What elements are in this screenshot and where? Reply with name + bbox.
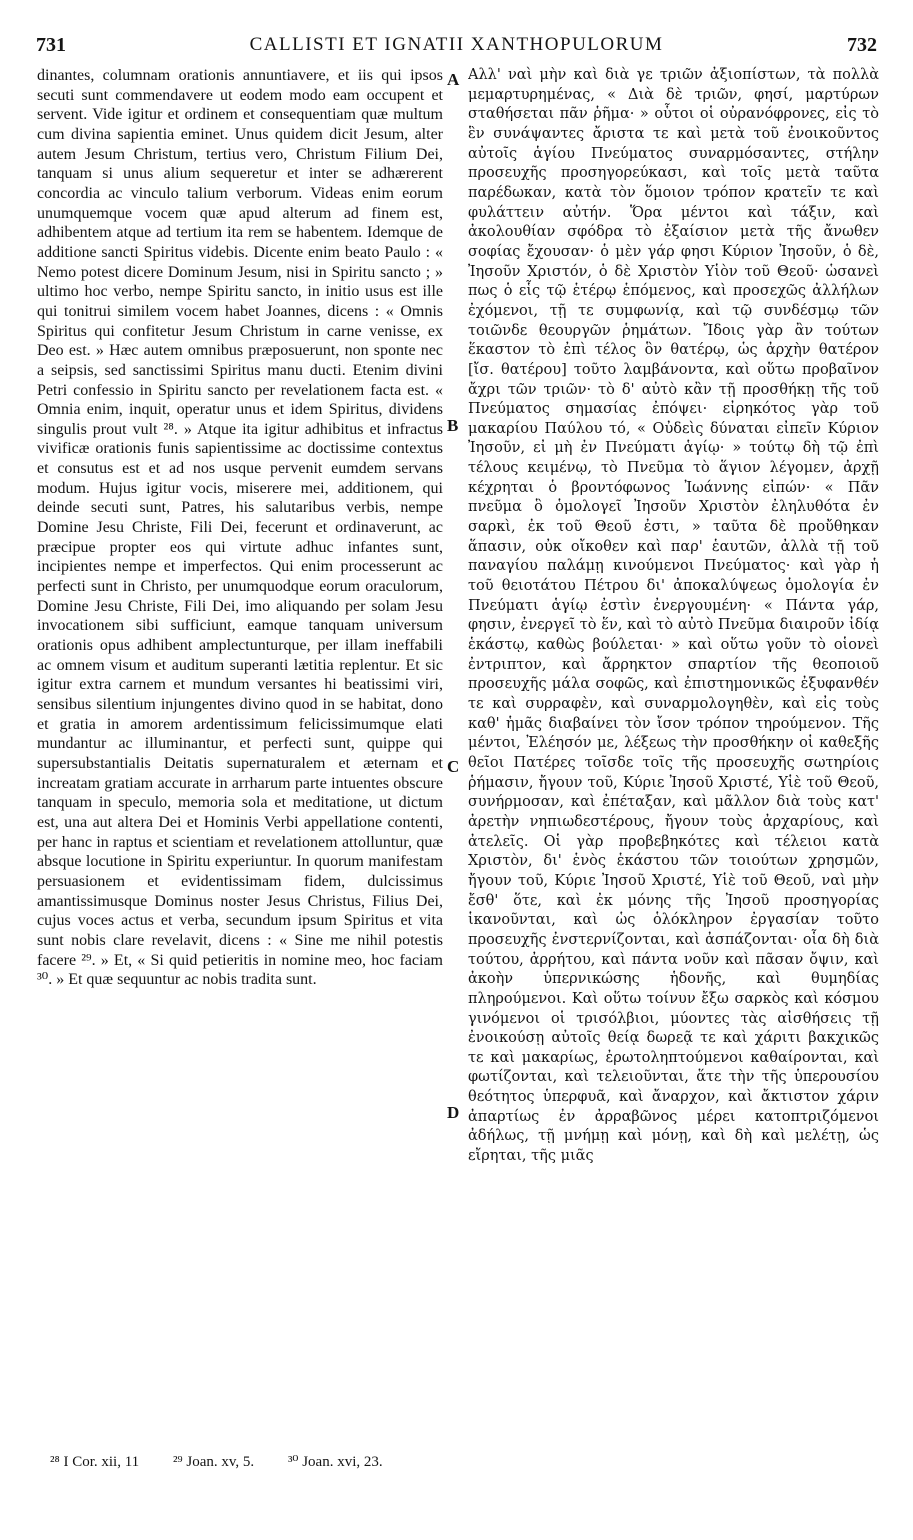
- footnote-30: ³⁰ Joan. xvi, 23.: [287, 1454, 383, 1470]
- footnote-29: ²⁹ Joan. xv, 5.: [172, 1454, 255, 1470]
- footnote-28: ²⁸ I Cor. xii, 11: [50, 1454, 140, 1470]
- page-number-right: 732: [847, 34, 877, 56]
- margin-marker-d: D: [447, 1103, 460, 1122]
- latin-column: [37, 66, 443, 1442]
- margin-marker-b: B: [447, 416, 459, 435]
- greek-text: Αλλ' ναὶ μὴν καὶ διὰ γε τριῶν ἀξιοπίστων, τὰ πολλὰ μεμαρτυρημένας, « Διὰ δὲ τριῶν, φησί, μαρτύρων σταθήσεται πᾶν ῥῆμα· » οὗτοι οἱ οὐρανόφρονες, εἰς τὸ ἓν συνάψαντες ἄριστα τε καὶ μετὰ τοῦ ἐνοικοῦντος αὐτοῖς ἁγίου Πνεύματος συναρμόσαντες, στήλην προσευχῆς προσηγορεύκασι, καὶ τοῖς μετὰ ταῦτα παρέδωκαν, κατὰ τὸν ὅμοιον τρόπον κρατεῖν τε καὶ φυλάττειν αὐτήν. Ὅρα μέντοι καὶ τάξιν, καὶ ἀκολουθίαν σφόδρα τὸ ἐξαίσιον μετὰ τῆς ἄνωθεν σοφίας ἔχουσαν· ὁ μὲν γάρ φησι Κύριον Ἰησοῦν, ὁ δὲ, Ἰησοῦν Χριστόν, ὁ δὲ Χριστὸν Υἱὸν τοῦ Θεοῦ· ὡσανεὶ πως ὁ εἷς τῷ ἑτέρῳ ἑπόμενος, καὶ προσεχῶς ἀλλήλων ἐχόμενοι, τῇ τε συμφωνίᾳ, καὶ τῷ συνδέσμῳ τῶν τοιῶνδε θεουργῶν ῥημάτων. Ἴδοις γὰρ ἂν τούτων ἕκαστον τὸ ἐπὶ τέλος ὃν θατέρῳ, ὡς ἀρχὴν θατέρον [ἴσ. θατέρου] τοῦτο λαμβάνοντα, καὶ οὕτω προβαῖνον ἄχρι τῶν τριῶν· τὸ δ' αὐτὸ κἂν τῇ προσθήκῃ τῆς τοῦ Πνεύματος σημασίας ἐπόψει· εἰρηκότος γὰρ τοῦ μακαρίου Παύλου τό, « Οὐδεὶς δύναται εἰπεῖν Κύριον Ἰησοῦν, εἰ μὴ ἐν Πνεύματι ἁγίῳ· » τούτῳ δὴ τῷ ἐπὶ τέλους κειμένῳ, τὸ Πνεῦμα τὸ ἅγιον λέγομεν, ἀρχῇ κέχρηται ὁ βροντόφωνος Ἰωάννης εἰπών· « Πᾶν πνεῦμα ὃ ὁμολογεῖ Ἰησοῦν Χριστὸν ἐληλυθότα ἐν σαρκὶ, ἐκ τοῦ Θεοῦ ἐστι, » ταῦτα δὲ προὔθηκαν ἅπασιν, οὐκ οἴκοθεν καὶ παρ' ἑαυτῶν, ἀλλὰ τῇ τοῦ παναγίου παλάμῃ κινούμενοι Πνεύματος· καὶ γὰρ ἡ τοῦ θειοτάτου Πέτρου δι' ἀποκαλύψεως ὁμολογία ἐν Πνεύματι ἁγίῳ ἐστὶν ἐνεργουμένη· « Πάντα γάρ, φησιν, ἐνεργεῖ τὸ ἕν, καὶ τὸ αὐτὸ Πνεῦμα διαιροῦν ἰδίᾳ ἑκάστῳ, καθὼς βούλεται· » καὶ οὕτω γοῦν τὸ οἱονεὶ ἐντριπτον, καὶ ἄρρηκτον σπαρτίον τῆς θεοποιοῦ προσευχῆς μάλα σοφῶς, καὶ ἐπιστημονικῶς ἐξυφανθέν τε καὶ συρραφὲν, καὶ συναρμολογηθὲν, καὶ εἰς τοὺς καθ' ἡμᾶς διαβαίνει τὸν ἴσον τρόπον τηρούμενον. Τῆς μέντοι, Ἐλέησόν με, λέξεως τὴν προσθήκην οἱ καθεξῆς θεῖοι Πατέρες τοῖσδε τοῖς τῆς προσευχῆς σωτηρίοις ῥήμασιν, ἤγουν τοῦ, Κύριε Ἰησοῦ Χριστέ, Υἱὲ τοῦ Θεοῦ, συνήρμοσαν, καὶ ἐπέταξαν, καὶ μᾶλλον διὰ τοὺς κατ' ἀρετὴν νηπιωδεστέρους, ἤγουν τοὺς ἀρχαρίους, καὶ ἀτελεῖς. Οἱ γὰρ προβεβηκότες καὶ τέλειοι κατὰ Χριστὸν, δι' ἑνὸς ἑκάστου τῶν τοιούτων χρησμῶν, ἤγουν τοῦ, Κύριε Ἰησοῦ Χριστέ, Υἱὲ τοῦ Θεοῦ, ναὶ μὴν ἔσθ' ὅτε, καὶ ἐκ μόνης τῆς Ἰησοῦ προσηγορίας ἱκανοῦνται, καὶ ὡς ὁλόκληρον ἐργασίαν τοῦτο προσευχῆς ἐνστερνίζονται, καὶ ἀσπάζονται· οἷα δὴ διὰ τούτου, ἀρρήτου, καὶ πάντα νοῦν καὶ πᾶσαν ὄψιν, καὶ ἀκοὴν ὑπερνικώσης ἡδονῆς, καὶ θυμηδίας πληρούμενοι. Καὶ οὕτω τοίνυν ἔξω σαρκὸς καὶ κόσμου γινόμενοι οἱ τρισόλβιοι, μύοντες τὰς αἰσθήσεις τῇ ἐνοικούσῃ αὐτοῖς θείᾳ δωρεᾷ τε καὶ χάριτι βακχικῶς τε καὶ μακαρίως, ἐρωτοληπτούμενοι καθαίρονται, καὶ φωτίζονται, καὶ τελειοῦνται, ἅτε τὴν τῆς ὑπερουσίου θεότητος ὑπερφυᾶ, καὶ ἄναρχον, καὶ ἄκτιστον χάριν ἀπαρτίως ἐν ἀρραβῶνος μέρει κατοπτριζόμενοι ἀδήλως, τῇ μνήμῃ καὶ μόνῃ, καὶ δὴ καὶ μελέτῃ, ὡς εἴρηται, τῆς μιᾶς: [468, 67, 879, 1165]
- page-number-left: 731: [36, 34, 66, 56]
- running-head: [28, 34, 885, 58]
- running-title: CALLISTI ET IGNATII XANTHOPULORUM: [249, 34, 664, 55]
- footnotes: [50, 1452, 413, 1471]
- latin-text: dinantes, columnam orationis annuntiavere, et iis qui ipsos secuti sunt commendavere ut eodem modo eam occupent et servent. Vide igitur et ordinem et consequentiam quæ multum cum divina sapientia eminet. Unus quidem dicit Jesum, alter autem Jesum Christum, tertius vero, Christum Filium Dei, tanquam si unus alium sequeretur et inter se adhærerent concordia ac vinculo talium verborum. Videas enim eorum unumquemque vocem quæ apud alterum ad finem est, adhibentem atque ad tertium ita rem se habentem. Idemque de additione sancti Spiritus videbis. Dicente enim beato Paulo : « Nemo potest dicere Dominum Jesum, nisi in Spiritu sancto ; » ultimo hoc verbo, nempe Spiritu sancto, in initio usus est ille qui tonitrui similem vocem habet Joannes, dicens : « Omnis Spiritus qui confitetur Jesum Christum in carne venisse, ex Deo est. » Hæc autem omnibus præposuerunt, non sponte nec a seipsis, sed sanctissimi Spiritus manu ducti. Etenim divini Petri confessio in Spiritu sancto per revelationem facta est. « Omnia enim, inquit, operatur unus et idem Spiritus, dividens singulis prout vult ²⁸. » Atque ita igitur adhibitus et infractus vivificæ orationis funis sapientissime ac doctissime contextus et consutus est et ad nos usque pervenit eumdem servans modum. Hujus igitur vocis, miserere mei, additionem, qui deinde secuti sunt, Patres, his salutaribus verbis, nempe Domine Jesu Christe, Fili Dei, fecerunt et ordinaverunt, ac præcipue propter eos qui virtute adhuc infantes sunt, incipientes nempe et imperfectos. Qui enim processerunt ac perfecti sunt in Christo, per unumquodque eorum oraculorum, Domine Jesu Christe, Fili Dei, imo aliquando per solam Jesu invocationem sibi sufficiunt, eamque tanquam universum orationis opus adhibent amplectunturque, per illam ineffabili ac omnem visum et auditum superanti lætitia replentur. Et sic igitur extra carnem et mundum versantes hi beatissimi viri, sensibus silentium injungentes divino quod in se habitat, dono et gratia in amorem ardentissimum felicissimumque elati mundantur ac illuminantur, et perfecti sunt, quippe qui supersubstantialis Deitatis supernaturalem et æternam et increatam gratiam accurate in arrharum parte intuentes obscure tanquam in speculo, memoria sola et meditatione, ut dictum est, una aut altera Dei et Hominis Verbi appellatione contenti, per hanc in raptus et scientiam et revelationem attolluntur, quæ absque locutione in Spiritu experiuntur. In quorum manifestam persuasionem et evidentissimam fidem, dulcissimus amantissimusque Dominus noster Jesus Christus, Filius Dei, cujus voces actus et verba, secundum ipsum Spiritus et vita sunt nobis clare revelavit, dicens : « Sine me nihil potestis facere ²⁹. » Et, « Si quid petieritis in nomine meo, hoc faciam ³⁰. » Et quæ sequuntur ac nobis tradita sunt.: [37, 67, 443, 989]
- greek-column: [468, 66, 879, 1442]
- margin-marker-c: C: [447, 757, 460, 776]
- margin-marker-a: A: [447, 70, 460, 89]
